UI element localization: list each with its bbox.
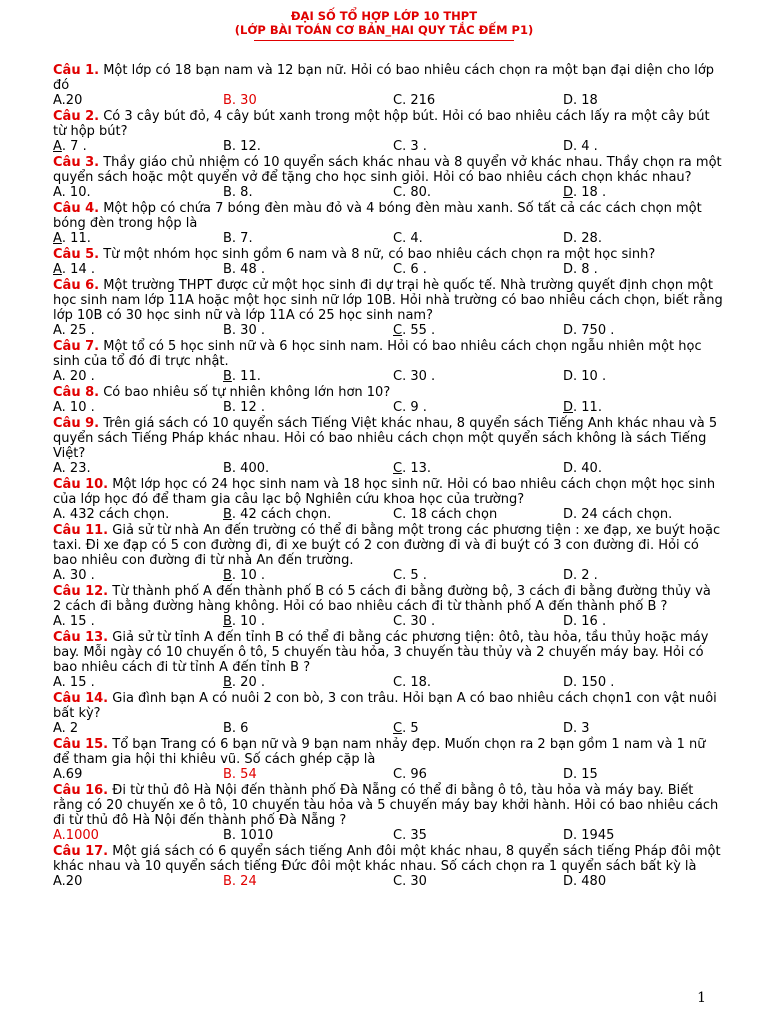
answer-option: B. 8. (223, 185, 253, 200)
answer-option: C. 3 . (393, 139, 427, 154)
answer-option: C. 80. (393, 185, 432, 200)
question-number: Câu 13. (53, 630, 109, 645)
answer-options (53, 369, 723, 385)
answer-option: A. 10 . (53, 400, 95, 415)
question-body: Tổ bạn Trang có 6 bạn nữ và 9 bạn nam nhảy đẹp. Muốn chọn ra 2 bạn gồm 1 nam và 1 nữ để tham gia hội thi khiêu vũ. Số cách ghép cặp là (53, 737, 706, 767)
answer-options (53, 767, 723, 783)
answer-option: D. 150 . (563, 675, 615, 690)
question-body: Từ thành phố A đến thành phố B có 5 cách đi bằng đường bộ, 3 cách đi bằng đường thủy và 2 cách đi bằng đường hàng không. Hỏi có bao nhiêu cách đi từ thành phố A đến thành phố B ? (53, 584, 711, 614)
answer-option: D. 18 (563, 93, 598, 108)
answer-option: C. 5 . (393, 568, 427, 583)
answer-option: C. 35 (393, 828, 427, 843)
question-list (53, 63, 723, 890)
answer-option: A. 20 . (53, 369, 95, 384)
question-body: Từ một nhóm học sinh gồm 6 nam và 8 nữ, có bao nhiêu cách chọn ra một học sinh? (99, 247, 656, 262)
question-item (53, 155, 723, 201)
question-text (53, 416, 723, 461)
question-number: Câu 3. (53, 155, 100, 170)
document-header (0, 0, 768, 41)
question-text (53, 155, 723, 185)
question-number: Câu 5. (53, 247, 100, 262)
answer-options (53, 400, 723, 416)
answer-option: A. 14 . (53, 262, 95, 277)
question-body: Có bao nhiêu số tự nhiên không lớn hơn 10? (99, 385, 391, 400)
question-item (53, 691, 723, 737)
answer-option: D. 2 . (563, 568, 598, 583)
question-item (53, 584, 723, 630)
answer-option: A.1000 (53, 828, 99, 843)
answer-option: B. 20 . (223, 675, 265, 690)
answer-option: A. 432 cách chọn. (53, 507, 170, 522)
answer-option: D. 3 (563, 721, 590, 736)
question-text (53, 247, 723, 262)
question-body: Đi từ thủ đô Hà Nội đến thành phố Đà Nẵng có thể đi bằng ô tô, tàu hỏa và máy bay. Biết rằng có 20 chuyến xe ô tô, 10 chuyến tàu hỏa và 5 chuyến máy bay khởi hành. Hỏi có bao nhiêu cách đi từ thủ đô Hà Nội đến thành phố Đà Nẵng ? (53, 783, 719, 828)
answer-option: A. 11. (53, 231, 91, 246)
answer-option: A.20 (53, 874, 83, 889)
answer-option: C. 18 cách chọn (393, 507, 498, 522)
question-item (53, 339, 723, 385)
question-text (53, 523, 723, 568)
answer-options (53, 874, 723, 890)
question-item (53, 201, 723, 247)
answer-options (53, 323, 723, 339)
question-body: Một giá sách có 6 quyển sách tiếng Anh đôi một khác nhau, 8 quyển sách tiếng Pháp đôi một khác nhau và 10 quyển sách tiếng Đức đôi một khác nhau. Số cách chọn ra 1 quyển sách bất kỳ là (53, 844, 721, 874)
question-text (53, 783, 723, 828)
answer-option: A. 2 (53, 721, 79, 736)
answer-option: B. 30 (223, 93, 257, 108)
question-item (53, 247, 723, 278)
question-item (53, 385, 723, 416)
question-number: Câu 6. (53, 278, 100, 293)
question-number: Câu 8. (53, 385, 100, 400)
answer-option: A. 30 . (53, 568, 95, 583)
question-body: Một trường THPT được cử một học sinh đi dự trại hè quốc tế. Nhà trường quyết định chọn một học sinh nam lớp 11A hoặc một học sinh nữ lớp 10B. Hỏi nhà trường có bao nhiêu cách chọn, biết rằng lớp 10B có 30 học sinh nữ và lớp 11A có 25 học sinh nam? (53, 278, 723, 323)
answer-option: A. 25 . (53, 323, 95, 338)
question-item (53, 63, 723, 109)
question-item (53, 523, 723, 584)
question-item (53, 630, 723, 691)
answer-option: C. 30 . (393, 369, 436, 384)
answer-option: C. 55 . (393, 323, 436, 338)
question-item (53, 109, 723, 155)
answer-options (53, 675, 723, 691)
question-body: Giả sử từ nhà An đến trường có thể đi bằng một trong các phương tiện : xe đạp, xe buýt hoặc taxi. Đi xe đạp có 5 con đường đi, đi xe buýt có 2 con đường đi và đi buýt có 3 con đường đi. Hỏi có bao nhiêu con đường đi từ nhà An đến trường. (53, 523, 721, 568)
answer-option: D. 11. (563, 400, 602, 415)
question-item (53, 737, 723, 783)
answer-option: C. 9 . (393, 400, 427, 415)
question-text (53, 339, 723, 369)
answer-option: D. 16 . (563, 614, 607, 629)
answer-option: C. 4. (393, 231, 423, 246)
question-text (53, 584, 723, 614)
question-text (53, 385, 723, 400)
question-number: Câu 9. (53, 416, 100, 431)
question-body: Giả sử từ tỉnh A đến tỉnh B có thể đi bằng các phương tiện: ôtô, tàu hỏa, tầu thủy hoặc máy bay. Mỗi ngày có 10 chuyến ô tô, 5 chuyến tàu hỏa, 3 chuyến tàu thủy và 2 chuyến máy bay. Hỏi có bao nhiêu cách đi từ tỉnh A đến tỉnh B ? (53, 630, 709, 675)
question-text (53, 691, 723, 721)
answer-option: A. 7 . (53, 139, 87, 154)
answer-options (53, 185, 723, 201)
answer-option: D. 4 . (563, 139, 598, 154)
answer-option: A. 23. (53, 461, 91, 476)
question-text (53, 201, 723, 231)
answer-option: B. 42 cách chọn. (223, 507, 332, 522)
answer-option: D. 8 . (563, 262, 598, 277)
answer-option: B. 10 . (223, 568, 265, 583)
question-item (53, 477, 723, 523)
question-number: Câu 1. (53, 63, 100, 78)
answer-option: A.20 (53, 93, 83, 108)
question-body: Trên giá sách có 10 quyển sách Tiếng Việt khác nhau, 8 quyển sách Tiếng Anh khác nhau và 5 quyển sách Tiếng Pháp khác nhau. Hỏi có bao nhiêu cách chọn một quyển sách không là sách Tiếng Việt? (53, 416, 718, 461)
answer-options (53, 721, 723, 737)
question-number: Câu 14. (53, 691, 109, 706)
question-text (53, 630, 723, 675)
question-text (53, 844, 723, 874)
question-body: Gia đình bạn A có nuôi 2 con bò, 3 con trâu. Hỏi bạn A có bao nhiêu cách chọn1 con vật nuôi bất kỳ? (53, 691, 717, 721)
answer-option: B. 48 . (223, 262, 265, 277)
question-number: Câu 2. (53, 109, 100, 124)
question-body: Một lớp có 18 bạn nam và 12 bạn nữ. Hỏi có bao nhiêu cách chọn ra một bạn đại diện cho lớp đó (53, 63, 715, 93)
answer-options (53, 461, 723, 477)
answer-option: B. 12. (223, 139, 261, 154)
answer-options (53, 93, 723, 109)
question-item (53, 844, 723, 890)
question-number: Câu 12. (53, 584, 109, 599)
answer-option: C. 18. (393, 675, 432, 690)
answer-option: B. 54 (223, 767, 257, 782)
answer-options (53, 568, 723, 584)
answer-options (53, 139, 723, 155)
question-item (53, 416, 723, 477)
answer-option: C. 96 (393, 767, 427, 782)
answer-option: C. 5 (393, 721, 419, 736)
answer-option: D. 15 (563, 767, 598, 782)
answer-option: C. 6 . (393, 262, 427, 277)
answer-options (53, 614, 723, 630)
title-underline (254, 40, 514, 41)
answer-options (53, 828, 723, 844)
answer-option: C. 13. (393, 461, 432, 476)
question-number: Câu 11. (53, 523, 109, 538)
answer-option: D. 480 (563, 874, 607, 889)
question-body: Có 3 cây bút đỏ, 4 cây bút xanh trong một hộp bút. Hỏi có bao nhiêu cách lấy ra một cây bút từ hộp bút? (53, 109, 710, 139)
answer-option: B. 24 (223, 874, 257, 889)
answer-options (53, 231, 723, 247)
answer-option: D. 1945 (563, 828, 615, 843)
question-body: Một lớp học có 24 học sinh nam và 18 học sinh nữ. Hỏi có bao nhiêu cách chọn một học sinh của lớp học đó để tham gia câu lạc bộ Nghiên cứu khoa học của trường? (53, 477, 716, 507)
answer-option: C. 30 (393, 874, 427, 889)
answer-option: B. 7. (223, 231, 253, 246)
question-body: Một hộp có chứa 7 bóng đèn màu đỏ và 4 bóng đèn màu xanh. Số tất cả các cách chọn một bóng đèn trong hộp là (53, 201, 702, 231)
answer-option: D. 18 . (563, 185, 607, 200)
answer-option: B. 6 (223, 721, 249, 736)
answer-option: B. 30 . (223, 323, 265, 338)
answer-options (53, 262, 723, 278)
answer-option: A.69 (53, 767, 83, 782)
answer-option: D. 40. (563, 461, 602, 476)
answer-option: B. 400. (223, 461, 270, 476)
question-number: Câu 15. (53, 737, 109, 752)
answer-option: D. 28. (563, 231, 602, 246)
question-body: Một tổ có 5 học sinh nữ và 6 học sinh nam. Hỏi có bao nhiêu cách chọn ngẫu nhiên một học sinh của tổ đó đi trực nhật. (53, 339, 702, 369)
question-text (53, 477, 723, 507)
question-number: Câu 4. (53, 201, 100, 216)
question-body: Thầy giáo chủ nhiệm có 10 quyển sách khác nhau và 8 quyển vở khác nhau. Thầy chọn ra một quyển sách hoặc một quyển vở để tặng cho học sinh giỏi. Hỏi có bao nhiêu cách chọn khác nhau? (53, 155, 722, 185)
answer-option: D. 24 cách chọn. (563, 507, 673, 522)
question-item (53, 783, 723, 844)
answer-option: A. 10. (53, 185, 91, 200)
document-title: ĐẠI SỐ TỔ HỢP LỚP 10 THPT (290, 9, 478, 23)
question-number: Câu 17. (53, 844, 109, 859)
answer-option: D. 750 . (563, 323, 615, 338)
answer-option: C. 30 . (393, 614, 436, 629)
answer-option: D. 10 . (563, 369, 607, 384)
question-item (53, 278, 723, 339)
question-number: Câu 10. (53, 477, 109, 492)
answer-option: B. 11. (223, 369, 261, 384)
answer-option: A. 15 . (53, 675, 95, 690)
question-number: Câu 16. (53, 783, 109, 798)
answer-option: B. 1010 (223, 828, 274, 843)
page-number: 1 (697, 990, 706, 1006)
question-text (53, 63, 723, 93)
document-subtitle: (LỚP BÀI TOÁN CƠ BẢN_HAI QUY TẮC ĐẾM P1) (234, 23, 534, 37)
answer-option: A. 15 . (53, 614, 95, 629)
answer-option: C. 216 (393, 93, 436, 108)
answer-option: B. 12 . (223, 400, 265, 415)
question-text (53, 278, 723, 323)
question-text (53, 737, 723, 767)
answer-option: B. 10 . (223, 614, 265, 629)
answer-options (53, 507, 723, 523)
question-number: Câu 7. (53, 339, 100, 354)
question-text (53, 109, 723, 139)
